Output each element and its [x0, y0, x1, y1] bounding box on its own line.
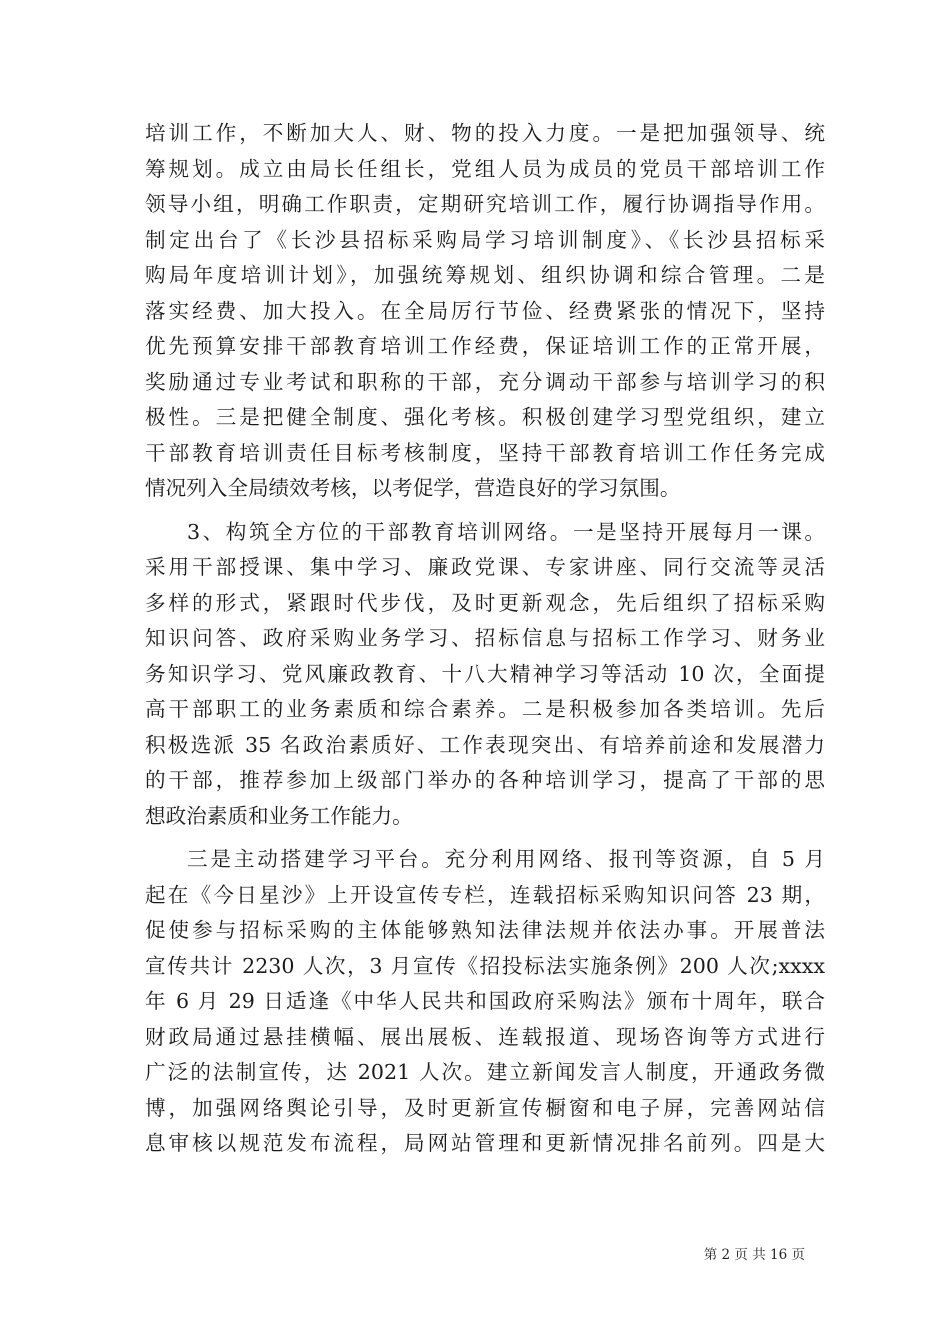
- text-line: 落实经费、加大投入。在全局厉行节俭、经费紧张的情况下，坚持: [145, 298, 825, 323]
- text-line: 培训工作，不断加大人、财、物的投入力度。一是把加强领导、统: [145, 121, 825, 145]
- text-line: 博，加强网络舆论引导，及时更新宣传橱窗和电子屏，完善网站信: [145, 1095, 825, 1120]
- paragraph-3: [145, 842, 825, 1162]
- text-line: 务知识学习、党风廉政教育、十八大精神学习等活动 10 次，全面提: [145, 661, 825, 686]
- paragraph-gap: [145, 507, 825, 515]
- text-line: 极性。三是把健全制度、强化考核。积极创建学习型党组织，建立: [145, 405, 825, 429]
- page-number-label: 第 2 页 共 16 页: [703, 1247, 805, 1263]
- text-line: 起在《今日星沙》上开设宣传专栏，连载招标采购知识问答 23 期，: [145, 882, 825, 907]
- paragraph-gap: [145, 834, 825, 842]
- text-line: 领导小组，明确工作职责，定期研究培训工作，履行协调指导作用。: [145, 192, 825, 216]
- text-line: 3、构筑全方位的干部教育培训网络。一是坚持开展每月一课。: [187, 519, 825, 544]
- text-line: 情况列入全局绩效考核，以考促学，营造良好的学习氛围。: [145, 476, 681, 500]
- page-footer: [0, 1243, 805, 1263]
- text-line: 的干部，推荐参加上级部门举办的各种培训学习，提高了干部的思: [145, 768, 825, 792]
- text-line: 宣传共计 2230 人次，3 月宣传《招投标法实施条例》200 人次;xxxx: [145, 953, 825, 978]
- paragraph-1: [145, 116, 825, 507]
- text-line: 高干部职工的业务素质和综合素养。二是积极参加各类培训。先后: [145, 697, 825, 721]
- text-line: 购局年度培训计划》，加强统筹规划、组织协调和综合管理。二是: [145, 263, 825, 287]
- text-line: 奖励通过专业考试和职称的干部，充分调动干部参与培训学习的积: [145, 369, 825, 394]
- text-line: 三是主动搭建学习平台。充分利用网络、报刊等资源，自 5 月: [187, 847, 825, 871]
- text-line: 优先预算安排干部教育培训工作经费，保证培训工作的正常开展，: [145, 334, 825, 358]
- text-line: 促使参与招标采购的主体能够熟知法律法规并依法办事。开展普法: [145, 918, 825, 942]
- text-line: 制定出台了《长沙县招标采购局学习培训制度》、《长沙县招标采: [145, 227, 825, 252]
- text-line: 干部教育培训责任目标考核制度，坚持干部教育培训工作任务完成: [145, 440, 825, 465]
- document-body: [145, 116, 825, 1162]
- text-line: 息审核以规范发布流程，局网站管理和更新情况排名前列。四是大: [145, 1131, 825, 1155]
- text-line: 财政局通过悬挂横幅、展出展板、连载报道、现场咨询等方式进行: [145, 1024, 825, 1049]
- text-line: 积极选派 35 名政治素质好、工作表现突出、有培养前途和发展潜力: [145, 732, 825, 757]
- text-line: 年 6 月 29 日适逢《中华人民共和国政府采购法》颁布十周年，联合: [145, 989, 825, 1013]
- text-line: 想政治素质和业务工作能力。: [145, 803, 413, 828]
- paragraph-2: [145, 515, 825, 835]
- text-line: 广泛的法制宣传，达 2021 人次。建立新闻发言人制度，开通政务微: [145, 1060, 825, 1084]
- text-line: 筹规划。成立由局长任组长，党组人员为成员的党员干部培训工作: [145, 156, 825, 181]
- text-line: 采用干部授课、集中学习、廉政党课、专家讲座、同行交流等灵活: [145, 555, 825, 579]
- text-line: 知识问答、政府采购业务学习、招标信息与招标工作学习、财务业: [145, 626, 825, 650]
- text-line: 多样的形式，紧跟时代步伐，及时更新观念，先后组织了招标采购: [145, 590, 825, 615]
